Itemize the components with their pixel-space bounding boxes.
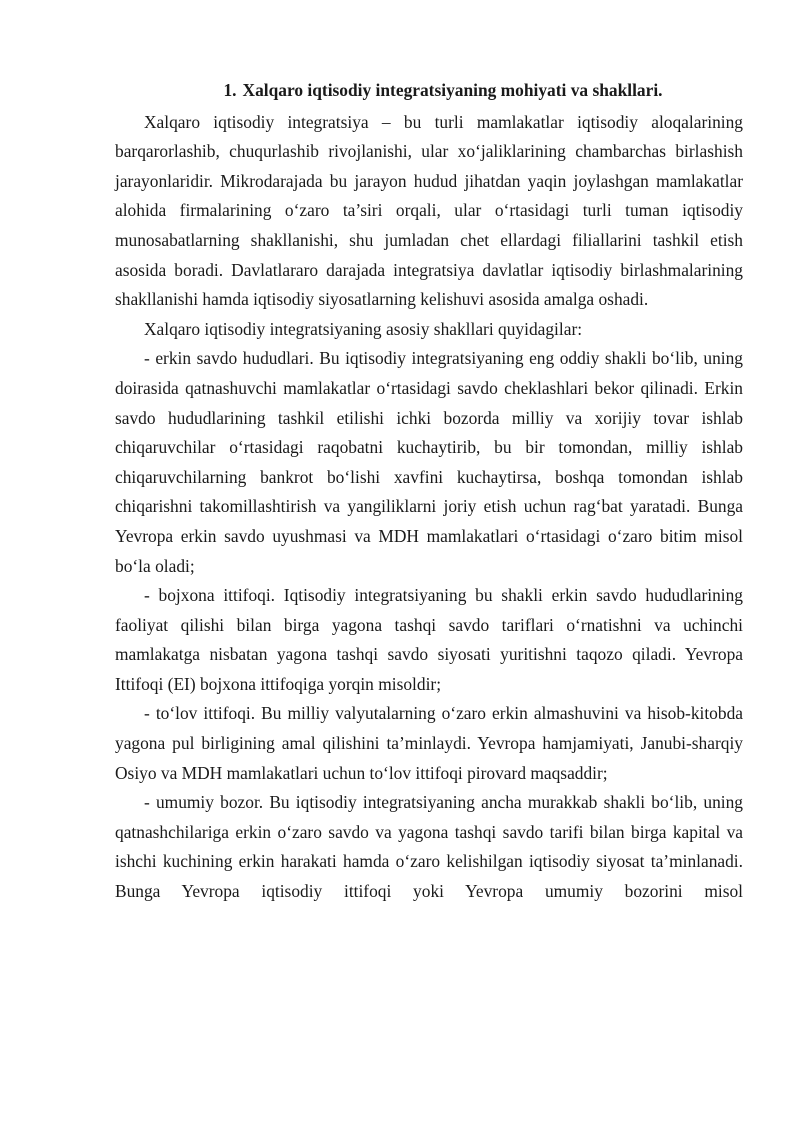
section-heading	[115, 76, 743, 106]
paragraph-payment-union: - to‘lov ittifoqi. Bu milliy valyutalarning o‘zaro erkin almashuvini va hisob-kitobda yagona pul birligining amal qilishini ta’minlaydi. Yevropa hamjamiyati, Janubi-sharqiy Osiyo va MDH mamlakatlari uchun to‘lov ittifoqi pirovard maqsaddir;	[115, 703, 743, 783]
paragraph-forms-intro: Xalqaro iqtisodiy integratsiyaning asosiy shakllari quyidagilar:	[144, 318, 583, 339]
paragraph-common-market: - umumiy bozor. Bu iqtisodiy integratsiyaning ancha murakkab shakli bo‘lib, uning qatnashchilariga erkin o‘zaro savdo va yagona tashqi savdo tarifi bilan birga kapital va ishchi kuchining erkin harakati hamda o‘zaro kelishilgan iqtisodiy siyosat ta’minlanadi. Bunga Yevropa iqtisodiy ittifoqi yoki Yevropa umumiy bozorini misol	[115, 792, 743, 902]
paragraph-customs-union: - bojxona ittifoqi. Iqtisodiy integratsiyaning bu shakli erkin savdo hududlarining faoliyat qilishi bilan birga yagona tashqi savdo tariflari o‘rnatishni va uchinchi mamlakatga nisbatan yagona tashqi savdo siyosati yuritishni taqozo qiladi. Yevropa Ittifoqi (EI) bojxona ittifoqiga yorqin misoldir;	[115, 585, 743, 694]
section-title: Xalqaro iqtisodiy integratsiyaning mohiyati va shakllari.	[242, 80, 663, 100]
paragraph-definition: Xalqaro iqtisodiy integratsiya – bu turli mamlakatlar iqtisodiy aloqalarining barqarorlashib, chuqurlashib rivojlanishi, ular xo‘jaliklarining chambarchas birlashish jarayonlaridir. Mikrodarajada bu jarayon hudud jihatdan yaqin joylashgan mamlakatlar alohida firmalarining o‘zaro ta’siri orqali, ular o‘rtasidagi turli tuman iqtisodiy munosabatlarning shakllanishi, shu jumladan chet ellardagi filiallarini tashkil etish asosida boradi. Davlatlararo darajada integratsiya davlatlar iqtisodiy birlashmalarining shakllanishi hamda iqtisodiy siyosatlarning kelishuvi asosida amalga oshadi.	[115, 111, 743, 310]
section-number: 1.	[223, 80, 237, 100]
document-body	[115, 76, 743, 907]
paragraph-free-trade-zones: - erkin savdo hududlari. Bu iqtisodiy integratsiyaning eng oddiy shakli bo‘lib, uning doirasida qatnashuvchi mamlakatlar o‘rtasidagi savdo cheklashlari bekor qilinadi. Erkin savdo hududlarining tashkil etilishi ichki bozorda milliy va xorijiy tovar ishlab chiqaruvchilar o‘rtasidagi raqobatni kuchaytirib, bu bir tomondan, milliy ishlab chiqaruvchilarning bankrot bo‘lishi xavfini kuchaytirsa, boshqa tomondan ishlab chiqarishni takomillashtirish va yangiliklarni joriy etish uchun rag‘bat yaratadi. Bunga Yevropa erkin savdo uyushmasi va MDH mamlakatlari o‘rtasidagi o‘zaro bitim misol bo‘la oladi;	[115, 348, 743, 576]
